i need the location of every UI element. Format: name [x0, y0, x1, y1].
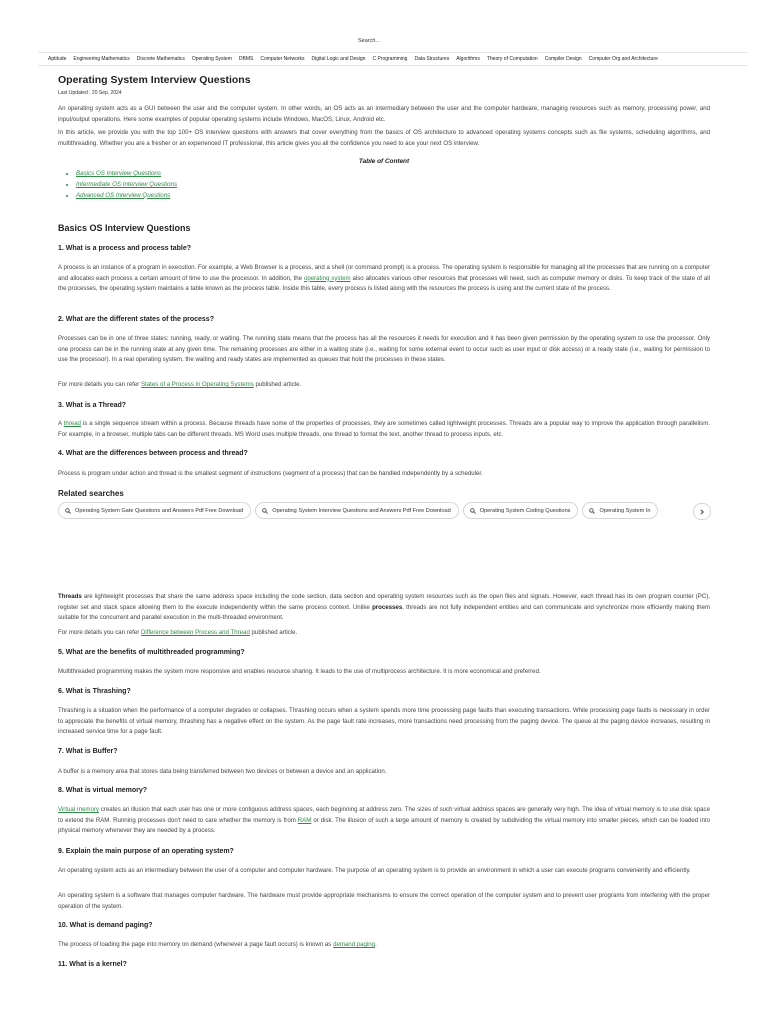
question-3: 3. What is a Thread? [58, 402, 127, 409]
last-updated: Last Updated : 20 Sep, 2024 [58, 90, 122, 96]
question-7: 7. What is Buffer? [58, 748, 118, 755]
question-6: 6. What is Thrashing? [58, 688, 131, 695]
link-operating-system[interactable]: operating system [303, 274, 351, 282]
answer-1: A process is an instance of a program in execution. For example, a Web Browser is a process, and a shell (or command prompt) is a process. The operating system is responsible for managing all the processes that are running on a computer and allocates each process a certain amount of time to use the processor. In addition, the operating system also allocates various other resources that processes will need, such as computer memory or disks. To keep track of the state of all the processes, the operating system maintains a table known as the process table. Inside this table, every process is listed along with the resources the process is using and the current state of the process. [58, 264, 710, 293]
table-of-contents [66, 169, 177, 201]
threads-paragraph: Threads are lightweight processes that share the same address space including the code section, data section and operating system resources such as the open files and signals. However, each thread has its own program counter (PC), register set and stack space allowing them to the execute independently within the same process context. Unlike processes, threads are not fully independent entities and can communicate and synchronize more efficiently making them suitable for the concurrent and parallel execution in the multi-threaded environment. [58, 593, 710, 622]
toc-link-intermediate[interactable]: Intermediate OS Interview Questions [76, 180, 178, 188]
nav-item-engineering-mathematics[interactable]: Engineering Mathematics [73, 56, 130, 62]
nav-item-discrete-mathematics[interactable]: Discrete Mathematics [136, 56, 185, 62]
search-icon [589, 508, 595, 514]
search-icon [470, 508, 476, 514]
top-navigation [38, 52, 748, 66]
related-searches-label: Related searches [58, 489, 124, 498]
question-11: 11. What is a kernel? [58, 961, 127, 968]
answer-2: Processes can be in one of three states: running, ready, or waiting. The running state means that the process has all the resources it needs for execution and it has been given permission by the operating system to use the processor. Only one process can be in the running state at any given time. The remaining processes are either in a waiting state (i.e., waiting for some external event to occur such as user input or disk access) or a ready state (i.e., waiting for permission to use the processor). In a real operating system, the waiting and ready states are implemented as queues that hold the processes in these states. [58, 335, 710, 364]
question-8: 8. What is virtual memory? [58, 787, 148, 794]
question-10: 10. What is demand paging? [58, 922, 153, 929]
answer-2-reference: For more details you can refer States of a Process in Operating Systems published article. [58, 381, 302, 388]
intro-paragraph-2: In this article, we provide you with the top 100+ OS interview questions with answers that cover everything from the basics of OS architecture to advanced operating systems concepts such as file systems, scheduling algorithms, and multithreading. Whether you are a fresher or an experienced IT professional, this article gives you all the confidence you need to ace your next OS interview. [58, 129, 710, 147]
answer-8: Virtual memory creates an illusion that each user has one or more contiguous address spaces, each beginning at address zero. The sizes of such virtual address spaces are generally very high. The idea of virtual memory is to use disk space to extend the RAM. Running processes don't need to care whether the memory is from RAM or disk. The illusion of such a large amount of memory is created by subdividing the virtual memory into smaller pieces, which can be loaded into physical memory whenever they are needed by a process. [58, 806, 710, 835]
nav-item-data-structures[interactable]: Data Structures [414, 56, 450, 62]
answer-6: Thrashing is a situation when the performance of a computer degrades or collapses. Thrashing occurs when a system spends more time processing page faults than executing transactions. While processing page faults is necessary in order to appreciate the benefits of virtual memory, thrashing has a negative effect on the system. As the page fault rate increases, more transactions need processing from the paging device. The queue at the paging device increases, resulting in increased service time for a page fault. [58, 707, 710, 736]
related-searches [58, 502, 712, 519]
answer-9a: An operating system acts as an intermediary between the user of a computer and computer hardware. The purpose of an operating system is to provide an environment in which a user can execute programs conveniently and efficiently. [58, 867, 691, 874]
toc-item [76, 180, 177, 191]
question-2: 2. What are the different states of the process? [58, 316, 214, 323]
toc-item [76, 169, 177, 180]
intro-paragraph-1: An operating system acts as a GUI between the user and the computer system. In other words, an OS acts as an intermediary between the user and the computer hardware, managing resources such as memory, processing power, and input/output operations. Here some examples of popular operating systems include Windows, MacOS, Linux, Android etc. [58, 105, 710, 123]
link-thread[interactable]: thread [63, 420, 81, 427]
question-9: 9. Explain the main purpose of an operating system? [58, 848, 234, 855]
link-ram[interactable]: RAM [297, 816, 312, 824]
nav-item-digital-logic[interactable]: Digital Logic and Design [311, 56, 366, 62]
answer-4-reference: For more details you can refer Difference between Process and Thread published article. [58, 629, 298, 636]
toc-link-advanced[interactable]: Advanced OS Interview Questions [76, 191, 171, 199]
chevron-right-icon [699, 509, 705, 515]
link-demand-paging[interactable]: demand paging [333, 941, 376, 948]
nav-item-theory-of-computation[interactable]: Theory of Computation [486, 56, 538, 62]
nav-item-dbms[interactable]: DBMS [238, 56, 254, 62]
nav-item-c-programming[interactable]: C Programming [372, 56, 408, 62]
answer-10: The process of loading the page into memory on demand (whenever a page fault occurs) is known as demand paging. [58, 941, 377, 948]
related-next-button[interactable] [693, 503, 711, 520]
question-4: 4. What are the differences between process and thread? [58, 450, 248, 457]
related-chip[interactable]: Operating System Gate Questions and Answers Pdf Free Download [58, 502, 251, 519]
nav-item-compiler-design[interactable]: Compiler Design [544, 56, 582, 62]
search-icon [262, 508, 268, 514]
section-heading-basics: Basics OS Interview Questions [58, 223, 191, 233]
toc-link-basics[interactable]: Basics OS Interview Questions [76, 170, 161, 177]
search-icon [65, 508, 71, 514]
nav-item-computer-networks[interactable]: Computer Networks [260, 56, 305, 62]
answer-5: Multithreaded programming makes the system more responsive and enables resource sharing. It leads to the use of multiprocess architecture. It is more economical and preferred. [58, 668, 541, 675]
question-5: 5. What are the benefits of multithreaded programming? [58, 649, 245, 656]
related-chip[interactable]: Operating System In [582, 502, 658, 519]
page-title: Operating System Interview Questions [58, 74, 251, 86]
toc-item [76, 191, 177, 202]
link-process-states[interactable]: States of a Process in Operating Systems [140, 381, 254, 388]
answer-9b: An operating system is a software that manages computer hardware. The hardware must provide appropriate mechanisms to ensure the correct operation of the computer system and to prevent user programs from interfering with the proper operation of the system. [58, 892, 710, 910]
answer-7: A buffer is a memory area that stores data being transferred between two devices or between a device and an application. [58, 768, 387, 775]
related-chip[interactable]: Operating System Interview Questions and Answers Pdf Free Download [255, 502, 458, 519]
link-process-vs-thread[interactable]: Difference between Process and Thread [140, 629, 250, 636]
toc-title: Table of Content [358, 158, 410, 165]
question-1: 1. What is a process and process table? [58, 245, 192, 252]
answer-4: Process is program under action and thread is the smallest segment of instructions (segment of a process) that can be handled independently by a scheduler. [58, 470, 483, 477]
related-chip[interactable]: Operating System Coding Questions [463, 502, 579, 519]
search-box[interactable]: Search... [357, 38, 380, 44]
nav-item-aptitude[interactable]: Aptitude [48, 56, 67, 62]
answer-3: A thread is a single sequence stream within a process. Because threads have some of the properties of processes, they are sometimes called lightweight processes. Threads are a popular way to improve the application through parallelism. For example, in a browser, multiple tabs can be different threads. MS Word uses multiple threads, one thread to format the text, another thread to process inputs, etc. [58, 420, 710, 438]
link-virtual-memory[interactable]: Virtual memory [58, 806, 99, 813]
nav-item-computer-org[interactable]: Computer Org and Architecture [588, 56, 658, 62]
nav-item-operating-system[interactable]: Operating System [191, 56, 232, 62]
nav-item-algorithms[interactable]: Algorithms [456, 56, 480, 62]
